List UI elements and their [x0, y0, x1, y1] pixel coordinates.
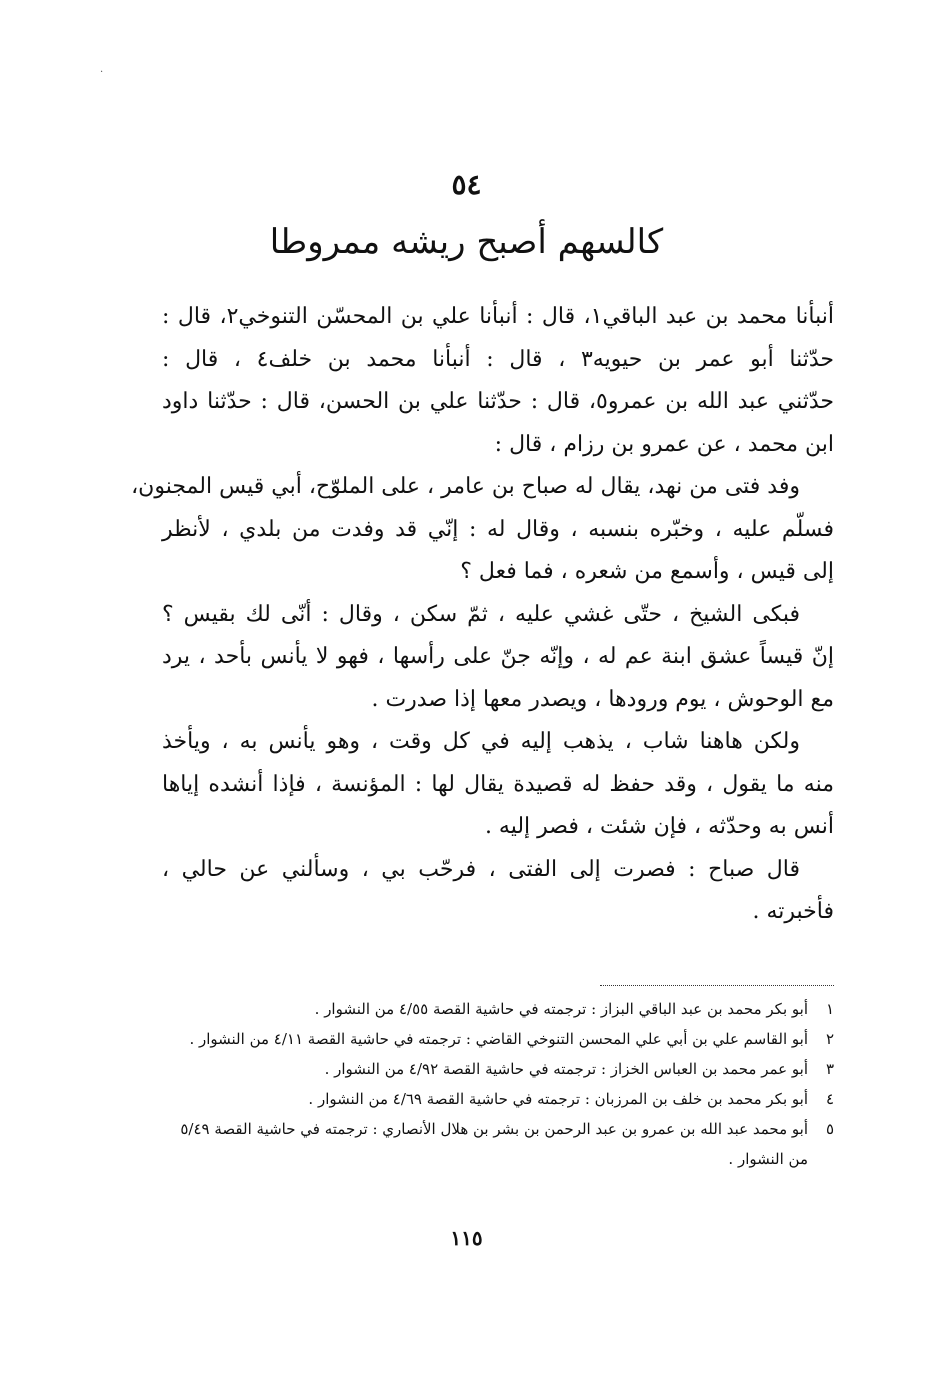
text-line: إلى قيس ، وأسمع من شعره ، فما فعل ؟ [460, 559, 834, 584]
footnote [162, 1084, 834, 1114]
text-line: فبكى الشيخ ، حتّى غشي عليه ، ثمّ سكن ، وقال : أنّى لك بقيس ؟ [162, 601, 800, 627]
text-line: قال صباح : فصرت إلى الفتى ، فرحّب بي ، وسألني عن حالي ، [162, 856, 800, 882]
page-number: ١١٥ [450, 1226, 483, 1250]
footnote [162, 1024, 834, 1054]
text-line: أنبأنا محمد بن عبد الباقي١، قال : أنبأنا علي بن المحسّن التنوخي٢، قال : [162, 304, 835, 329]
text-line: فأخبرته . [752, 899, 834, 924]
text-line: ولكن هاهنا شاب ، يذهب إليه في كل وقت ، وهو يأنس به ، ويأخذ [162, 729, 800, 754]
footnote-text: أبو القاسم علي بن أبي علي المحسن التنوخي القاضي : ترجمته في حاشية القصة ٤/١١ من النشوار . [189, 1030, 808, 1048]
text-line: حدّثنا أبو عمر بن حيويه٣ ، قال : أنبأنا محمد بن خلف٤ ، قال : [162, 346, 834, 372]
story-number: ٥٤ [451, 168, 482, 201]
footnote [162, 1054, 834, 1084]
text-line: حدّثني عبد الله بن عمرو٥، قال : حدّثنا علي بن الحسن، قال : حدّثنا داود [162, 389, 835, 414]
text-line: مع الوحوش ، يوم ورودها ، ويصدر معها إذا صدرت . [371, 686, 834, 712]
footnote-number: ٤ [825, 1090, 834, 1108]
footnote [162, 994, 834, 1024]
text-line: وفد فتى من نهد، يقال له صباح بن عامر ، على الملوّح، أبي قيس المجنون، [131, 474, 800, 499]
footnote [162, 1114, 834, 1174]
footnote-text: أبو بكر محمد بن عبد الباقي البزاز : ترجمته في حاشية القصة ٤/٥٥ من النشوار . [314, 1000, 808, 1018]
text-line: فسلّم عليه ، وخبّره بنسبه ، وقال له : إنّي قد وفدت من بلدي ، لأنظر [162, 516, 834, 542]
footnote-number: ٢ [825, 1030, 834, 1048]
footnote-text: أبو محمد عبد الله بن عمرو بن عبد الرحمن بن بشر بن هلال الأنصاري : ترجمته في حاشية القصة ٥/٤٩ من النشوار . [180, 1120, 808, 1168]
story-title: كالسهم أصبح ريشه ممروطا [269, 222, 664, 262]
footnote-divider [600, 985, 834, 986]
footnote-number: ١ [825, 1000, 834, 1018]
footnote-number: ٥ [825, 1120, 834, 1138]
footnote-text: أبو بكر محمد بن خلف بن المرزبان : ترجمته في حاشية القصة ٤/٦٩ من النشوار . [308, 1090, 808, 1108]
footnotes [162, 994, 834, 1174]
text-line: منه ما يقول ، وقد حفظ له قصيدة يقال لها : المؤنسة ، فإذا أنشده إياها [162, 771, 834, 797]
main-text [131, 296, 835, 934]
footnote-number: ٣ [825, 1060, 834, 1078]
footnote-text: أبو عمر محمد بن العباس الخزاز : ترجمته في حاشية القصة ٤/٩٢ من النشوار . [324, 1060, 808, 1078]
text-line: إنّ قيساً عشق ابنة عم له ، وإنّه جنّ على رأسها ، فهو لا يأنس بأحد ، يرد [162, 644, 834, 669]
text-line: ابن محمد ، عن عمرو بن رزام ، قال : [494, 431, 834, 457]
top-dot-mark: . [100, 64, 104, 75]
text-line: أنس به وحدّثه ، فإن شئت ، فصر إليه . [484, 814, 834, 839]
